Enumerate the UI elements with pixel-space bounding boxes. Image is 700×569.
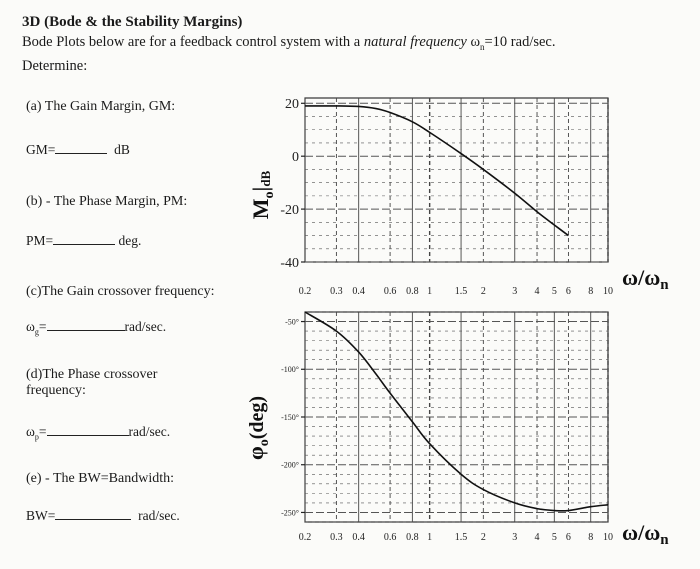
magnitude-ylabel-unit: dB [258,170,273,187]
magnitude-ylabel-main: M [248,198,273,220]
question-c: (c)The Gain crossover frequency: [26,284,215,299]
answer-d-eq: = [38,424,47,439]
answer-e-prefix: BW= [26,508,56,523]
phase-xtick-label: 0.3 [330,532,343,543]
magnitude-xlabel-sub: n [660,277,669,293]
magnitude-xtick-label: 6 [565,286,571,297]
phase-xtick-label: 3 [512,532,518,543]
question-d-line1: (d)The Phase crossover [26,367,158,382]
magnitude-xtick-label: 8 [588,286,594,297]
magnitude-xlabel-main: ω/ω [622,265,661,290]
answer-c-eq: = [38,319,47,334]
problem-title: 3D (Bode & the Stability Margins) [22,14,243,30]
answer-a-prefix: GM= [26,142,56,157]
question-a: (a) The Gain Margin, GM: [26,99,176,114]
magnitude-chart [280,97,613,297]
answer-c-unit: rad/sec. [124,319,167,334]
magnitude-xtick-label: 4 [534,286,540,297]
magnitude-xtick-label: 10 [603,286,613,297]
magnitude-xtick-label: 0.4 [352,286,365,297]
phase-xtick-label: 0.2 [298,532,312,543]
phase-ytick-label: -250° [281,508,299,518]
phase-xtick-label: 2 [480,532,486,543]
intro-omega: ω [466,34,480,50]
magnitude-ytick-label: -20 [280,202,299,218]
phase-curve [305,312,608,511]
magnitude-xtick-label: 0.3 [330,286,343,297]
magnitude-ylabel-bar: | [248,186,273,192]
intro-end: =10 rad/sec. [484,34,556,50]
answer-c-sub: g [34,327,39,337]
phase-ylabel-unit: (deg) [246,395,268,440]
magnitude-xtick-label: 1.5 [454,286,468,297]
magnitude-xtick-label: 0.8 [406,286,419,297]
phase-xtick-label: 4 [534,532,540,543]
phase-xtick-label: 6 [565,532,571,543]
phase-xtick-label: 5 [551,532,557,543]
phase-xtick-label: 1 [427,532,433,543]
phase-ylabel-sub: o [257,439,272,447]
answer-a-unit: dB [114,142,130,157]
magnitude-xtick-label: 0.6 [383,286,397,297]
question-d-line2: frequency: [26,383,86,398]
magnitude-curve [305,106,568,236]
phase-xtick-label: 0.6 [383,532,397,543]
phase-xtick-label: 8 [588,532,594,543]
phase-xlabel-main: ω/ω [622,520,661,545]
phase-ytick-label: -50° [285,317,299,327]
magnitude-xtick-label: 2 [480,286,486,297]
magnitude-plot-frame [305,98,608,262]
magnitude-xtick-label: 3 [512,286,518,297]
magnitude-ytick-label: 0 [292,150,299,166]
magnitude-ytick-label: 20 [285,97,299,113]
phase-ytick-label: -100° [281,365,299,375]
phase-xtick-label: 1.5 [454,532,468,543]
determine-label: Determine: [22,58,88,74]
magnitude-xtick-label: 5 [551,286,557,297]
answer-d-unit: rad/sec. [128,424,171,439]
svg-text:φo(deg) [243,396,272,460]
question-e: (e) - The BW=Bandwidth: [26,471,174,486]
intro-italic-text: natural frequency [363,34,467,50]
magnitude-xtick-label: 1 [427,286,433,297]
magnitude-ylabel-sub: o [262,191,277,199]
magnitude-xtick-label: 0.2 [298,286,312,297]
phase-xtick-label: 0.4 [352,532,365,543]
intro-text: Bode Plots below are for a feedback control system with a [22,34,364,50]
phase-ytick-label: -200° [281,460,299,470]
magnitude-ytick-label: -40 [280,255,299,271]
magnitude-ylabel [248,170,277,219]
magnitude-xlabel [622,265,669,293]
answer-b-prefix: PM= [26,233,54,248]
answer-d-sub: p [34,432,39,442]
phase-xtick-label: 10 [603,532,613,543]
answer-c-omega: ω [26,319,35,334]
phase-ylabel [243,396,272,460]
answer-b-unit: deg. [118,233,142,248]
intro-omega-sub: n [480,41,485,52]
phase-xlabel [622,520,669,548]
phase-chart [281,312,613,543]
answer-e-unit: rad/sec. [138,508,180,523]
answer-d-omega: ω [26,424,35,439]
phase-xlabel-sub: n [660,532,669,548]
question-b: (b) - The Phase Margin, PM: [26,194,188,209]
phase-ytick-label: -150° [281,412,299,422]
phase-ylabel-main: φ [243,446,268,461]
phase-xtick-label: 0.8 [406,532,419,543]
svg-text:Mo|dB [248,170,277,219]
